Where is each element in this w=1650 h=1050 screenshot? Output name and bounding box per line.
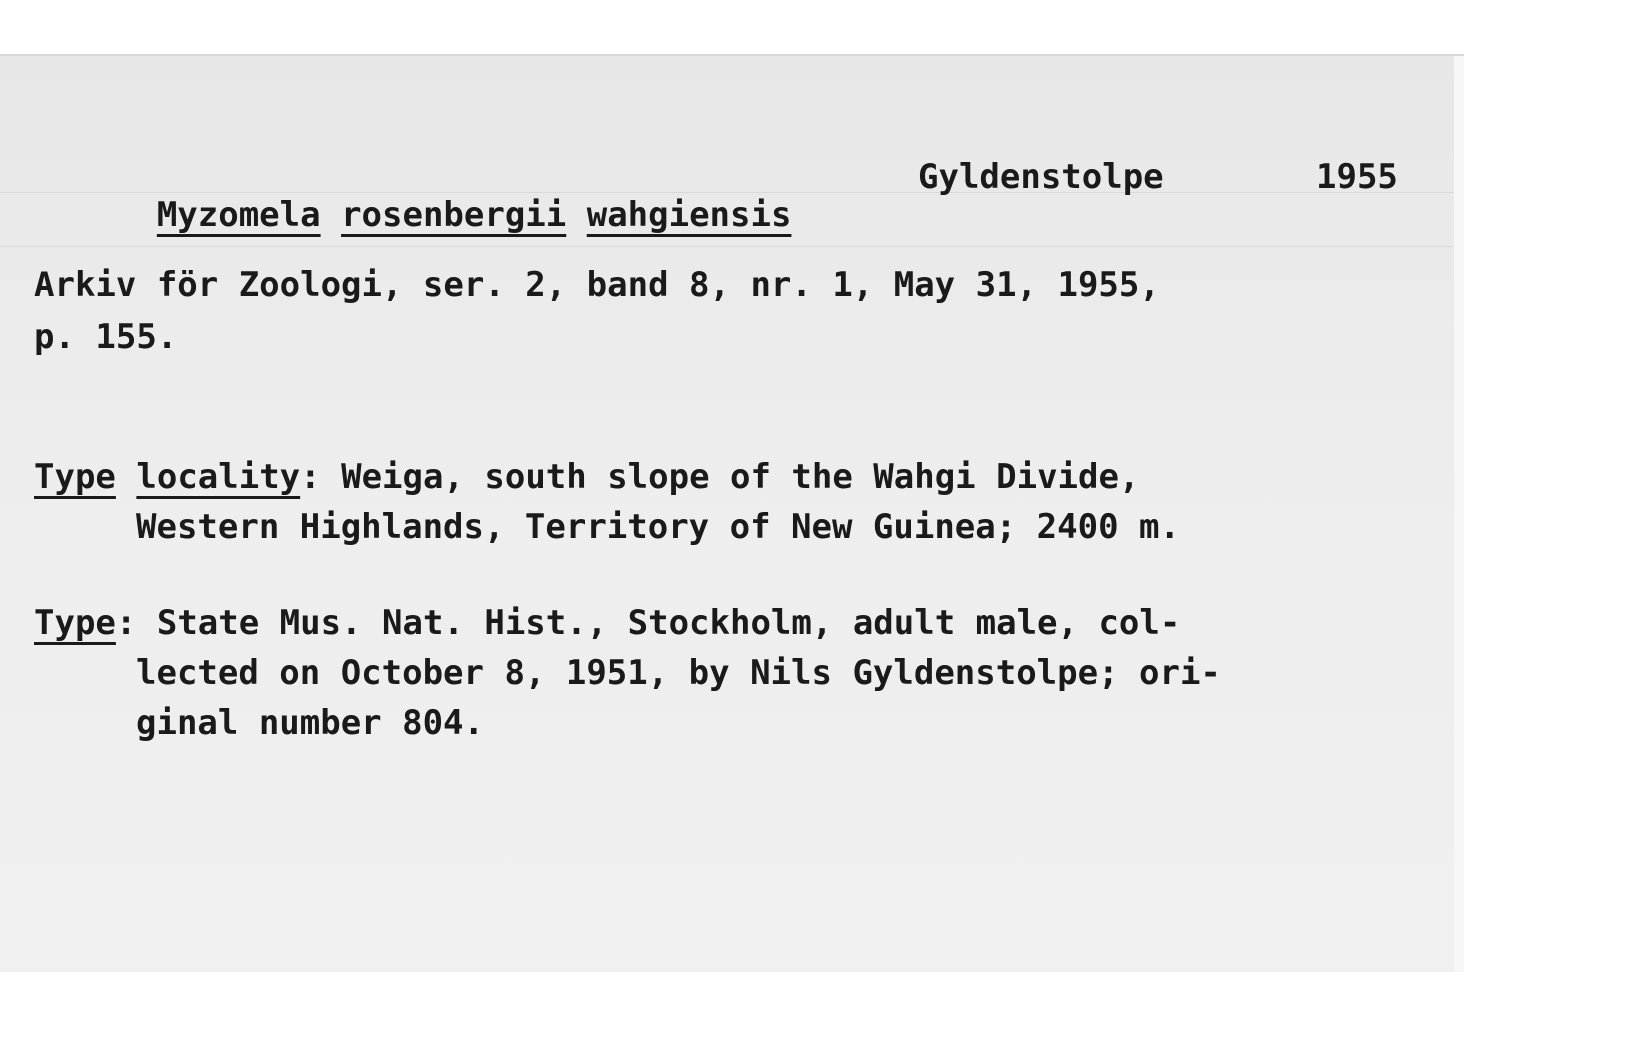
citation-line-2: p. 155. xyxy=(34,317,178,357)
species-name: rosenbergii xyxy=(341,195,567,235)
type-specimen-line-1 xyxy=(34,603,1181,643)
publication-year: 1955 xyxy=(1316,157,1398,197)
type-locality-label-word1: Type xyxy=(34,457,116,497)
taxon-header xyxy=(34,164,791,266)
genus-name: Myzomela xyxy=(156,195,321,235)
type-specimen-line-2: lected on October 8, 1951, by Nils Gyldenstolpe; ori- xyxy=(136,653,1221,693)
type-locality-text: Weiga, south slope of the Wahgi Divide, xyxy=(320,457,1140,497)
type-locality-line-2: Western Highlands, Territory of New Guinea; 2400 m. xyxy=(136,507,1180,547)
index-card xyxy=(0,54,1464,972)
type-specimen-label: Type xyxy=(34,603,116,643)
subspecies-name: wahgiensis xyxy=(586,195,792,235)
type-specimen-separator: : xyxy=(115,603,137,643)
type-locality-line-1 xyxy=(34,457,1140,497)
type-specimen-text: State Mus. Nat. Hist., Stockholm, adult male, col- xyxy=(136,603,1181,643)
citation-line-1: Arkiv för Zoologi, ser. 2, band 8, nr. 1, May 31, 1955, xyxy=(34,265,1160,305)
type-locality-label-word2: locality xyxy=(136,457,301,497)
type-locality-separator: : xyxy=(300,457,321,497)
author-name: Gyldenstolpe xyxy=(918,157,1164,197)
type-specimen-line-3: ginal number 804. xyxy=(136,703,484,743)
